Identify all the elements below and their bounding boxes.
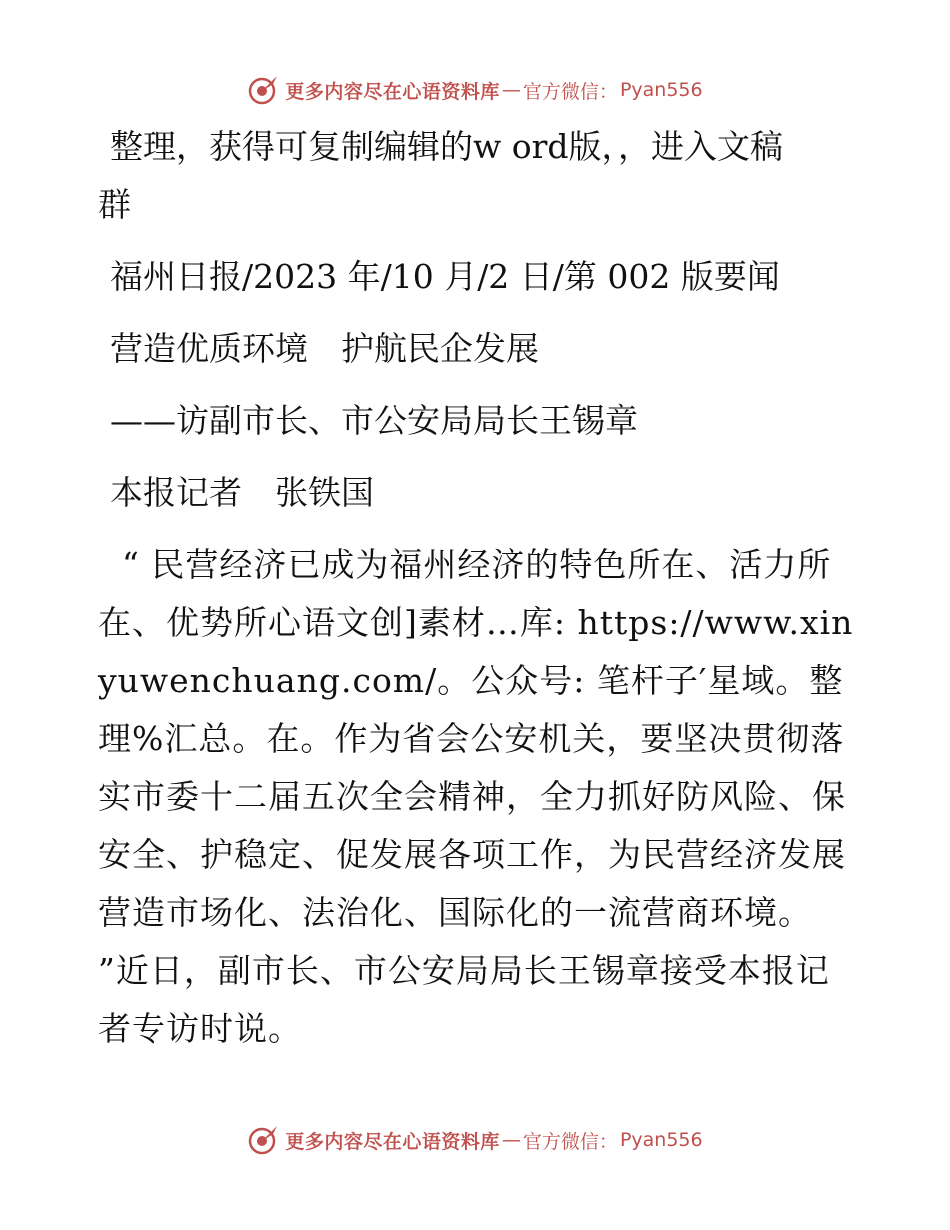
header-watermark [0, 70, 950, 110]
watermark-separator: — [501, 1129, 521, 1151]
quill-pen-icon [247, 74, 279, 106]
article-headline: 营造优质环境 护航民企发展 [110, 329, 539, 368]
watermark-title: 更多内容尽在心语资料库 [285, 1130, 500, 1153]
watermark-wechat-id: Pyan556 [619, 79, 703, 101]
watermark-wechat-id: Pyan556 [619, 1129, 703, 1151]
document-body [98, 118, 858, 1058]
footer-watermark [0, 1120, 950, 1160]
watermark-title: 更多内容尽在心语资料库 [285, 80, 500, 103]
watermark-wechat-label: 官方微信： [522, 80, 618, 103]
article-subheadline: ——访副市长、市公安局局长王锡章 [110, 401, 638, 440]
watermark-wechat-label: 官方微信： [522, 1130, 618, 1153]
intro-line-continuation: 群 [98, 185, 131, 224]
watermark-separator: — [501, 79, 521, 101]
article-paragraph [98, 536, 858, 1058]
source-line: 福州日报/2023 年/10 月/2 日/第 002 版要闻 [110, 257, 780, 296]
article-byline: 本报记者 张铁国 [110, 473, 374, 512]
quill-pen-icon [247, 1124, 279, 1156]
article-paragraph-text: “ 民营经济已成为福州经济的特色所在、活力所在、优势所心语文创]素材…库: https://www.xinyuwenchuang.com/。公众号: 笔杆子′星域。整理%汇总。在。作为省会公安机关，要坚决贯彻落实市委十二届五次全会精神，全力抓好防风险、保安全、护稳定、促发展各项工作，为民营经济发展营造市场化、法治化、国际化的一流营商环境。 ”近日，副市长、市公安局局长王锡章接受本报记者专访时说。 [98, 545, 854, 1048]
intro-line: 整理，获得可复制编辑的w ord版，，进入文稿 [110, 127, 784, 166]
